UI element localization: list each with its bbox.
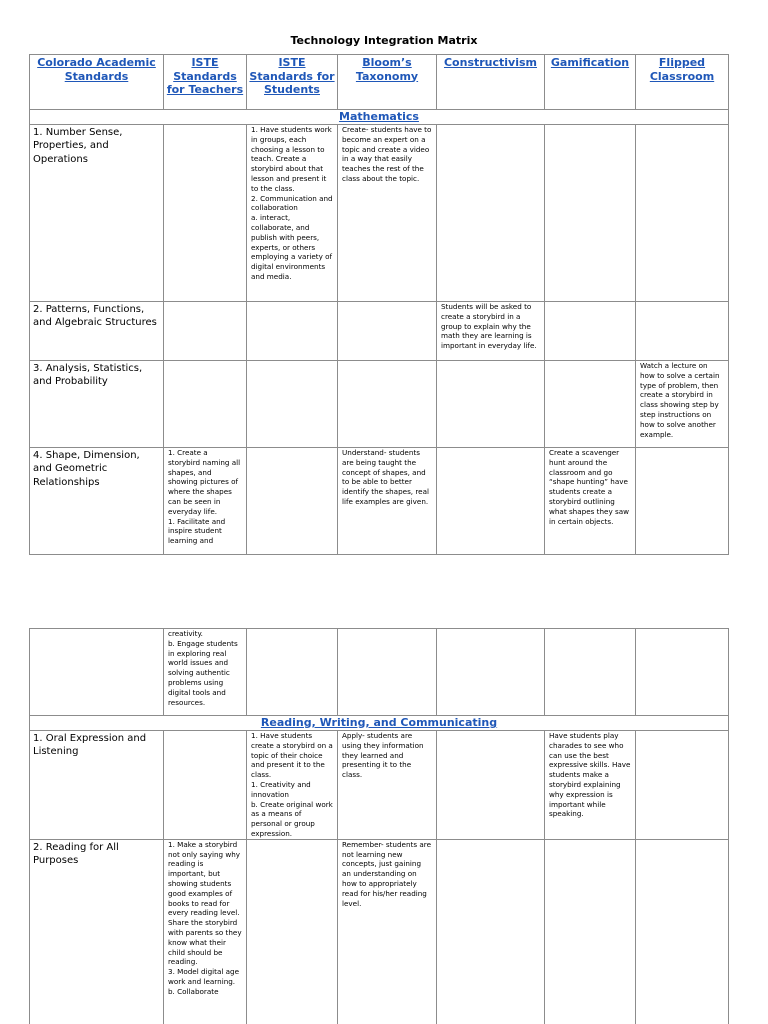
col-header-iste-teachers[interactable]: ISTE Standards for Teachers: [164, 55, 247, 110]
gamification-cell: [545, 839, 636, 1024]
constructivism-cell: [437, 125, 545, 302]
iste-students-cell: [247, 302, 338, 361]
integration-matrix-table-continued: [29, 628, 729, 1024]
iste-teachers-cell: creativity. b. Engage students in exploring real world issues and solving authentic problems using digital tools and resources.: [164, 629, 247, 716]
gamification-cell: [545, 125, 636, 302]
blooms-cell: [338, 361, 437, 448]
section-heading-mathematics[interactable]: Mathematics: [30, 110, 729, 125]
flipped-cell: [636, 731, 729, 840]
standard-cell: 2. Reading for All Purposes: [30, 839, 164, 1024]
iste-students-cell: [247, 448, 338, 555]
table-row: [30, 839, 729, 1024]
iste-students-cell: [247, 361, 338, 448]
col-header-blooms-taxonomy[interactable]: Bloom’s Taxonomy: [338, 55, 437, 110]
table-row: [30, 125, 729, 302]
blooms-cell: Understand- students are being taught the concept of shapes, and to be able to better identify the shapes, real life examples are given.: [338, 448, 437, 555]
section-row: [30, 110, 729, 125]
flipped-cell: Watch a lecture on how to solve a certain type of problem, then create a storybird in class showing step by step instructions on how to solve another example.: [636, 361, 729, 448]
table-row: [30, 361, 729, 448]
table-row: [30, 302, 729, 361]
document-title: Technology Integration Matrix: [290, 34, 478, 47]
standard-cell: 3. Analysis, Statistics, and Probability: [30, 361, 164, 448]
standard-cell: 1. Number Sense, Properties, and Operations: [30, 125, 164, 302]
gamification-cell: Have students play charades to see who can use the best expressive skills. Have students make a storybird explaining why expression is important while speaking.: [545, 731, 636, 840]
table-row: [30, 731, 729, 840]
gamification-cell: [545, 629, 636, 716]
iste-students-cell: 1. Have students create a storybird on a topic of their choice and present it to the class. 1. Creativity and innovation b. Create original work as a means of personal or group expression.: [247, 731, 338, 840]
constructivism-cell: [437, 361, 545, 448]
gamification-cell: Create a scavenger hunt around the classroom and go “shape hunting” have students create a storybird outlining what shapes they saw in certain objects.: [545, 448, 636, 555]
flipped-cell: [636, 629, 729, 716]
flipped-cell: [636, 125, 729, 302]
table-row: [30, 629, 729, 716]
iste-teachers-cell: [164, 125, 247, 302]
iste-students-cell: 1. Have students work in groups, each choosing a lesson to teach. Create a storybird about that lesson and present it to the class. 2. Communication and collaboration a. interact, collaborate, and publish with peers, experts, or others employing a variety of digital environments and media.: [247, 125, 338, 302]
col-header-flipped-classroom[interactable]: Flipped Classroom: [636, 55, 729, 110]
iste-teachers-cell: 1. Create a storybird naming all shapes, and showing pictures of where the shapes can be seen in everyday life. 1. Facilitate and inspire student learning and: [164, 448, 247, 555]
blooms-cell: [338, 302, 437, 361]
gamification-cell: [545, 361, 636, 448]
gamification-cell: [545, 302, 636, 361]
col-header-gamification[interactable]: Gamification: [545, 55, 636, 110]
standard-cell: 2. Patterns, Functions, and Algebraic Structures: [30, 302, 164, 361]
flipped-cell: [636, 448, 729, 555]
col-header-iste-students[interactable]: ISTE Standards for Students: [247, 55, 338, 110]
constructivism-cell: [437, 629, 545, 716]
iste-teachers-cell: 1. Make a storybird not only saying why reading is important, but showing students good examples of books to read for every reading level. Share the storybird with parents so they know what their child should be reading. 3. Model digital age work and learning. b. Collaborate: [164, 839, 247, 1024]
blooms-cell: [338, 629, 437, 716]
integration-matrix-table: [29, 54, 729, 555]
constructivism-cell: Students will be asked to create a storybird in a group to explain why the math they are learning is important in everyday life.: [437, 302, 545, 361]
blooms-cell: Create- students have to become an expert on a topic and create a video in a way that easily teaches the rest of the class about the topic.: [338, 125, 437, 302]
iste-teachers-cell: [164, 731, 247, 840]
col-header-colorado-standards[interactable]: Colorado Academic Standards: [30, 55, 164, 110]
blooms-cell: Apply- students are using they information they learned and presenting it to the class.: [338, 731, 437, 840]
constructivism-cell: [437, 731, 545, 840]
iste-students-cell: [247, 629, 338, 716]
iste-teachers-cell: [164, 302, 247, 361]
flipped-cell: [636, 302, 729, 361]
standard-cell: [30, 629, 164, 716]
flipped-cell: [636, 839, 729, 1024]
section-row: [30, 716, 729, 731]
iste-students-cell: [247, 839, 338, 1024]
blooms-cell: Remember- students are not learning new concepts, just gaining an understanding on how to appropriately read for his/her reading level.: [338, 839, 437, 1024]
table-row: [30, 448, 729, 555]
standard-cell: 4. Shape, Dimension, and Geometric Relationships: [30, 448, 164, 555]
standard-cell: 1. Oral Expression and Listening: [30, 731, 164, 840]
header-row: [30, 55, 729, 110]
iste-teachers-cell: [164, 361, 247, 448]
constructivism-cell: [437, 448, 545, 555]
section-heading-reading-writing[interactable]: Reading, Writing, and Communicating: [30, 716, 729, 731]
constructivism-cell: [437, 839, 545, 1024]
col-header-constructivism[interactable]: Constructivism: [437, 55, 545, 110]
